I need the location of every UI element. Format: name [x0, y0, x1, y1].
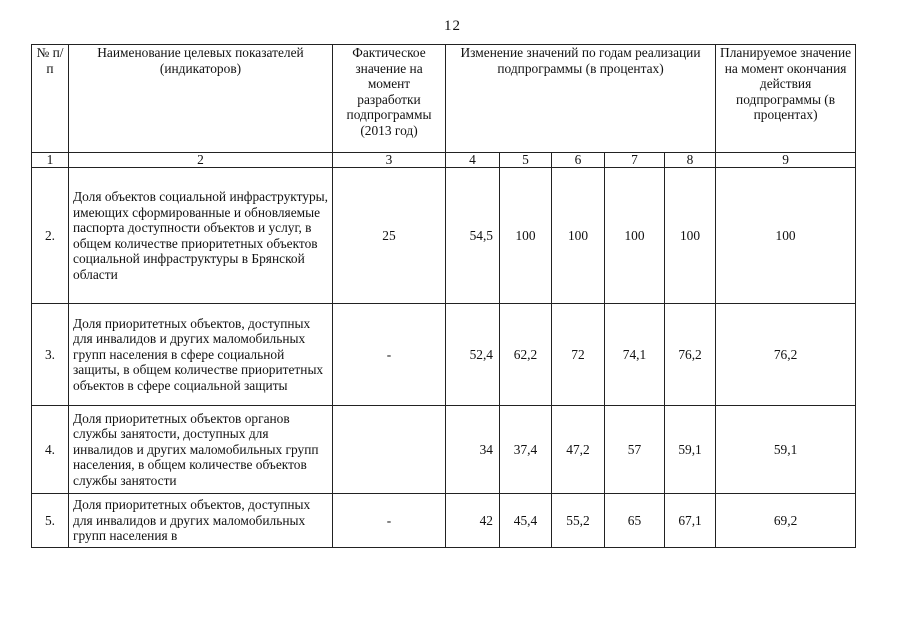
column-number: 2 — [69, 153, 333, 168]
column-number-row — [32, 153, 856, 168]
column-number: 1 — [32, 153, 69, 168]
year-value: 34 — [446, 406, 500, 494]
year-value: 62,2 — [500, 304, 552, 406]
header-no: № п/п — [32, 45, 69, 153]
indicator-name: Доля приоритетных объектов, доступных для инвалидов и других маломобильных групп населения в — [69, 494, 333, 548]
row-number: 5. — [32, 494, 69, 548]
year-value: 74,1 — [605, 304, 665, 406]
actual-value — [333, 406, 446, 494]
actual-value: - — [333, 304, 446, 406]
year-value: 37,4 — [500, 406, 552, 494]
row-number: 4. — [32, 406, 69, 494]
table-row — [32, 406, 856, 494]
planned-value: 69,2 — [716, 494, 856, 548]
indicator-name: Доля приоритетных объектов органов службы занятости, доступных для инвалидов и других маломобильных групп населения, в общем количестве объектов службы занятости — [69, 406, 333, 494]
year-value: 76,2 — [665, 304, 716, 406]
year-value: 59,1 — [665, 406, 716, 494]
row-number: 2. — [32, 168, 69, 304]
year-value: 42 — [446, 494, 500, 548]
header-change: Изменение значений по годам реализации подпрограммы (в процентах) — [446, 45, 716, 153]
column-number: 3 — [333, 153, 446, 168]
indicator-name: Доля приоритетных объектов, доступных для инвалидов и других маломобильных групп населения в сфере социальной защиты, в общем количестве приоритетных объектов в сфере социальной защиты — [69, 304, 333, 406]
header-name: Наименование целевых показателей (индикаторов) — [69, 45, 333, 153]
year-value: 72 — [552, 304, 605, 406]
year-value: 100 — [605, 168, 665, 304]
column-number: 5 — [500, 153, 552, 168]
column-number: 8 — [665, 153, 716, 168]
year-value: 52,4 — [446, 304, 500, 406]
table-row — [32, 304, 856, 406]
planned-value: 100 — [716, 168, 856, 304]
actual-value: - — [333, 494, 446, 548]
page-number: 12 — [444, 18, 461, 34]
column-number: 4 — [446, 153, 500, 168]
header-planned: Планируемое значение на момент окончания действия подпрограммы (в процентах) — [716, 45, 856, 153]
table-row — [32, 494, 856, 548]
column-number: 9 — [716, 153, 856, 168]
year-value: 45,4 — [500, 494, 552, 548]
year-value: 57 — [605, 406, 665, 494]
year-value: 65 — [605, 494, 665, 548]
column-number: 6 — [552, 153, 605, 168]
indicators-table — [31, 44, 856, 548]
year-value: 100 — [665, 168, 716, 304]
planned-value: 76,2 — [716, 304, 856, 406]
planned-value: 59,1 — [716, 406, 856, 494]
indicator-name: Доля объектов социальной инфраструктуры, имеющих сформированные и обновляемые паспорта доступности объектов и услуг, в общем количестве приоритетных объектов социальной инфраструктуры в Брянской области — [69, 168, 333, 304]
header-actual: Фактическое значение на момент разработки подпрограммы (2013 год) — [333, 45, 446, 153]
actual-value: 25 — [333, 168, 446, 304]
year-value: 55,2 — [552, 494, 605, 548]
year-value: 54,5 — [446, 168, 500, 304]
table-row — [32, 168, 856, 304]
header-row — [32, 45, 856, 153]
year-value: 100 — [552, 168, 605, 304]
year-value: 100 — [500, 168, 552, 304]
column-number: 7 — [605, 153, 665, 168]
year-value: 67,1 — [665, 494, 716, 548]
year-value: 47,2 — [552, 406, 605, 494]
row-number: 3. — [32, 304, 69, 406]
